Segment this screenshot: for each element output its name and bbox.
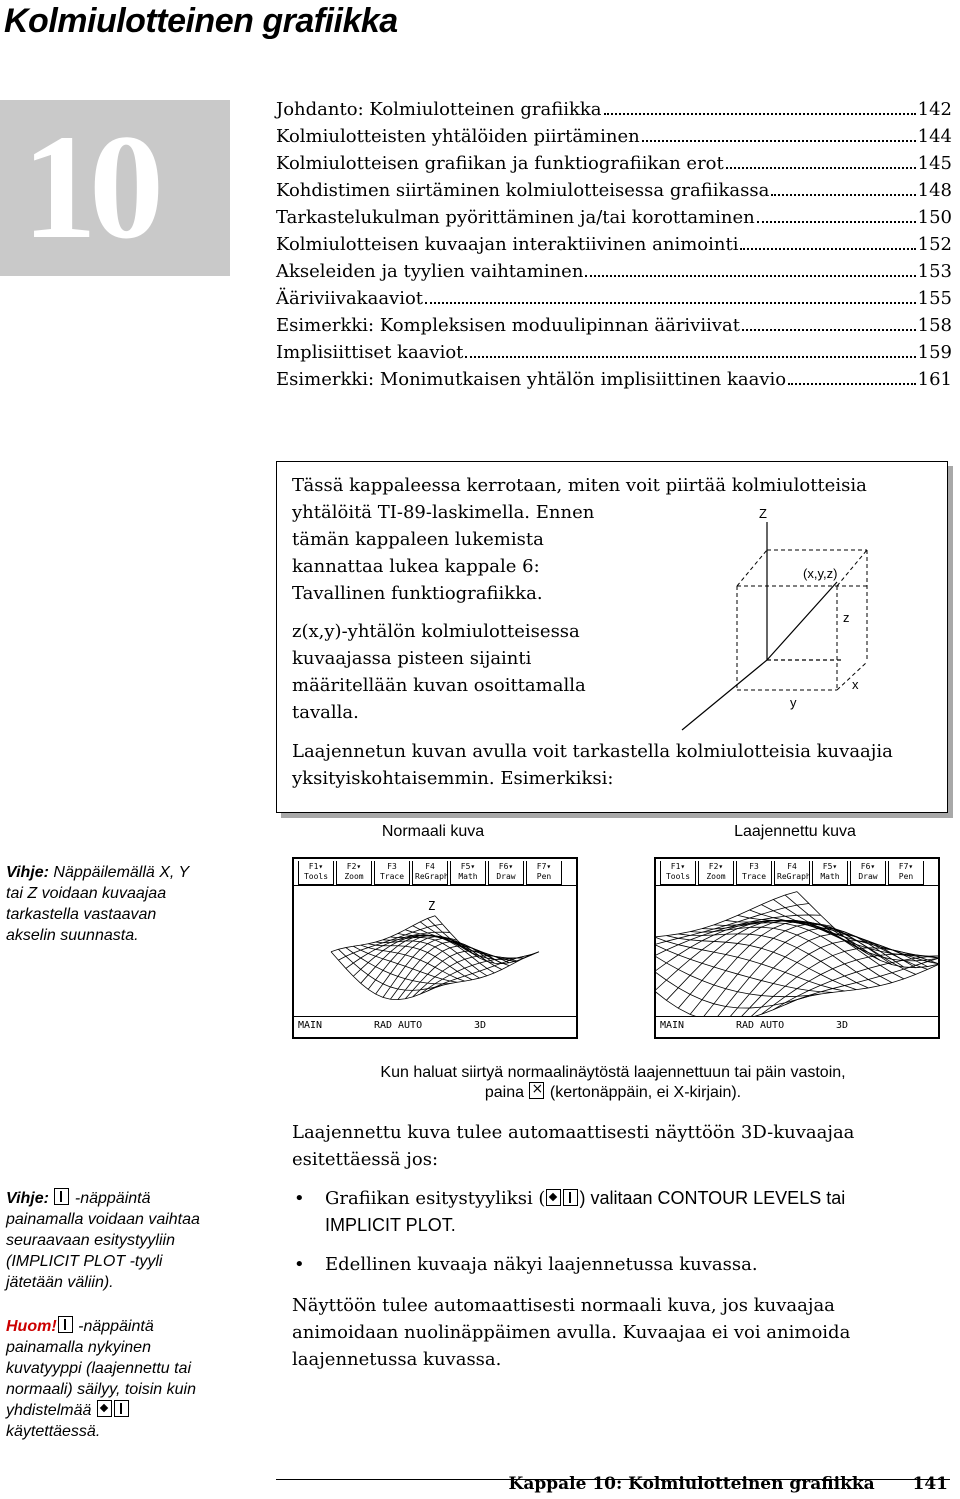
function-key: F5▾ Math (450, 861, 486, 885)
toc-leader-dots (757, 221, 916, 223)
toc-leader-dots (425, 302, 916, 304)
toc-entry[interactable] (276, 258, 952, 285)
screen-toolbar (656, 859, 938, 886)
huom-text: -näppäintä (78, 1318, 154, 1335)
tip-note-2 (6, 1188, 246, 1293)
x-label: x (852, 677, 859, 692)
toc-leader-dots (726, 167, 916, 169)
page-number: 141 (912, 1474, 948, 1494)
y-axis-line (682, 660, 767, 730)
tip-text: Näppäilemällä X, Y (53, 864, 190, 881)
toc-entry[interactable] (276, 96, 952, 123)
function-key: F3 Trace (736, 861, 772, 885)
toc-page-number: 161 (917, 369, 952, 390)
toc-entry-title: Kolmiulotteisten yhtälöiden piirtäminen (276, 126, 640, 147)
mesh-line (656, 915, 821, 969)
expanded-paragraph (292, 1119, 942, 1173)
toc-entry-title: Esimerkki: Monimutkaisen yhtälön implisiittinen kaavio (276, 369, 787, 390)
toc-page-number: 155 (917, 288, 952, 309)
huom-text: käytettäessä. (6, 1423, 101, 1440)
toc-page-number: 152 (917, 234, 952, 255)
coordinate-diagram (677, 502, 897, 732)
toggle-view-caption (300, 1063, 926, 1102)
table-of-contents (276, 96, 952, 393)
toc-page-number: 153 (917, 261, 952, 282)
intro-paragraph-2 (292, 618, 586, 726)
toc-leader-dots (642, 140, 916, 142)
caption-text: (kertonäppäin, ei X-kirjain). (549, 1084, 742, 1101)
footer-chapter: Kappale 10: Kolmiulotteinen grafiikka (508, 1474, 875, 1494)
tip-text: tarkastella vastaavan (6, 906, 157, 923)
bullet-text: Edellinen kuvaaja näkyi laajennetussa kuvassa. (325, 1254, 758, 1275)
toc-entry[interactable] (276, 366, 952, 393)
position-vector (767, 582, 837, 660)
toc-leader-dots (465, 356, 915, 358)
huom-label: Huom! (6, 1318, 57, 1335)
toc-entry[interactable] (276, 231, 952, 258)
toc-page-number: 145 (917, 153, 952, 174)
mesh-line (405, 951, 509, 999)
mesh-line (398, 946, 502, 1000)
toc-entry-title: Ääriviivakaaviot (276, 288, 424, 309)
toc-entry[interactable] (276, 123, 952, 150)
mesh-line (666, 936, 856, 990)
tip-text: jätetään väliin). (6, 1274, 114, 1291)
toc-entry[interactable] (276, 339, 952, 366)
status-item: 3D (473, 1020, 486, 1031)
toc-entry-title: Kolmiulotteisen kuvaajan interaktiivinen animointi (276, 234, 739, 255)
toc-leader-dots (788, 383, 916, 385)
mesh-line (773, 899, 938, 956)
intro-line: tämän kappaleen lukemista (292, 529, 544, 550)
times-key-icon (529, 1082, 544, 1099)
list-item (292, 1185, 952, 1239)
intro-line: Tässä kappaleessa kerrotaan, miten voit piirtää kolmiulotteisia (292, 475, 867, 496)
toc-leader-dots (604, 113, 916, 115)
toc-entry[interactable] (276, 204, 952, 231)
pipe-key-icon (114, 1400, 129, 1417)
intro-line: kannattaa lukea kappale 6: (292, 556, 540, 577)
function-key: F2▾ Zoom (336, 861, 372, 885)
function-key: F2▾ Zoom (698, 861, 734, 885)
pipe-key-icon (54, 1188, 69, 1205)
tip-label: Vihje: (6, 864, 49, 881)
z-axis-label: Z (759, 506, 767, 521)
caption-text: paina (484, 1084, 525, 1101)
function-key: F6▾ Draw (488, 861, 524, 885)
intro-line: kuvaajassa pisteen sijainti (292, 648, 532, 669)
function-key: F4 ReGraph (774, 861, 810, 885)
status-item: MAIN (298, 1020, 323, 1031)
toc-entry-title: Kohdistimen siirtäminen kolmiulotteisessa grafiikassa (276, 180, 770, 201)
page-footer (509, 1474, 948, 1494)
tip-text: painamalla voidaan vaihtaa (6, 1211, 200, 1228)
mesh-line (738, 941, 928, 1016)
bullet-text: Grafiikan esitystyyliksi ( (325, 1188, 546, 1209)
normal-view-caption: Normaali kuva (381, 823, 485, 840)
toc-entry[interactable] (276, 150, 952, 177)
toc-page-number: 142 (917, 99, 952, 120)
intro-line: Laajennetun kuvan avulla voit tarkastella kolmiulotteisia kuvaajia (292, 741, 893, 762)
huom-text: normaali) säilyy, toisin kuin (6, 1381, 196, 1398)
intro-box (276, 461, 948, 813)
tip-text: tai Z voidaan kuvaajaa (6, 885, 167, 902)
body-line: laajennetussa kuvassa. (292, 1349, 502, 1370)
caption-line: Kun haluat siirtyä normaalinäytöstä laajennettuun tai päin vastoin, (380, 1064, 846, 1081)
intro-line: tavalla. (292, 702, 359, 723)
intro-paragraph-3 (292, 738, 893, 792)
toc-entry-title: Johdanto: Kolmiulotteinen grafiikka (276, 99, 602, 120)
intro-line: z(x,y)-yhtälön kolmiulotteisessa (292, 621, 580, 642)
bullet-icon: • (294, 1188, 305, 1209)
toc-leader-dots (742, 329, 916, 331)
mesh-line (361, 935, 465, 983)
screen-status-bar (656, 1016, 938, 1035)
toc-entry-title: Akseleiden ja tyylien vaihtaminen (276, 261, 584, 282)
intro-line: määritellään kuvan osoittamalla (292, 675, 586, 696)
huom-text: kuvatyyppi (laajennettu tai (6, 1360, 191, 1377)
function-key: F1▾ Tools (660, 861, 696, 885)
diamond-key-icon (546, 1189, 561, 1206)
expanded-surface-plot (656, 886, 938, 1016)
screen-status-bar (294, 1016, 576, 1035)
tip-text: -näppäintä (74, 1190, 151, 1207)
y-label: y (790, 695, 797, 710)
body-line: Näyttöön tulee automaattisesti normaali kuva, jos kuvaajaa (292, 1295, 835, 1316)
status-item: RAD AUTO (373, 1020, 423, 1031)
bullet-icon: • (294, 1254, 305, 1275)
toc-leader-dots (740, 248, 915, 250)
intro-line: yksityiskohtaisemmin. Esimerkiksi: (292, 768, 614, 789)
body-line: esitettäessä jos: (292, 1149, 439, 1170)
tip-text: (IMPLICIT PLOT -tyyli (6, 1253, 163, 1270)
function-key: F1▾ Tools (298, 861, 334, 885)
function-key: F4 ReGraph (412, 861, 448, 885)
toc-entry[interactable] (276, 285, 952, 312)
toc-leader-dots (771, 194, 915, 196)
normal-surface-plot (294, 886, 576, 1016)
tip-note (6, 862, 246, 946)
page-title: Kolmiulotteinen grafiikka (4, 2, 398, 40)
toc-entry[interactable] (276, 177, 952, 204)
mesh-line (656, 921, 845, 991)
toc-leader-dots (585, 275, 915, 277)
condition-list (292, 1185, 952, 1278)
expanded-view-screen (654, 857, 940, 1039)
status-item: 3D (835, 1020, 848, 1031)
toc-entry-title: Tarkastelukulman pyörittäminen ja/tai korottaminen (276, 207, 755, 228)
z-label: z (843, 610, 850, 625)
tip-text: seuraavaan esitystyyliin (6, 1232, 175, 1249)
expanded-view-caption: Laajennettu kuva (734, 823, 856, 840)
toc-page-number: 148 (917, 180, 952, 201)
toc-page-number: 158 (917, 315, 952, 336)
toc-page-number: 159 (917, 342, 952, 363)
bullet-text: ) valitaan CONTOUR LEVELS tai (579, 1188, 846, 1208)
animation-paragraph (292, 1292, 942, 1373)
pipe-key-icon (563, 1189, 578, 1206)
normal-view-screen (292, 857, 578, 1039)
function-key: F7▾ Pen (526, 861, 562, 885)
bullet-text: IMPLICIT PLOT. (325, 1215, 456, 1235)
function-key: F3 Trace (374, 861, 410, 885)
function-key: F7▾ Pen (888, 861, 924, 885)
pipe-key-icon (58, 1316, 73, 1333)
toc-entry-title: Implisiittiset kaaviot (276, 342, 464, 363)
intro-line: yhtälöitä TI-89-laskimella. Ennen (292, 502, 595, 523)
tip-text: akselin suunnasta. (6, 927, 139, 944)
screen-toolbar (294, 859, 576, 886)
toc-page-number: 150 (917, 207, 952, 228)
chapter-number: 10 (22, 104, 156, 270)
toc-entry[interactable] (276, 312, 952, 339)
point-label: (x,y,z) (803, 566, 838, 581)
mesh-line (785, 895, 938, 961)
toc-entry-title: Esimerkki: Kompleksisen moduulipinnan ääriviivat (276, 315, 741, 336)
screen-z-label: Z (428, 899, 436, 913)
body-line: Laajennettu kuva tulee automaattisesti näyttöön 3D-kuvaajaa (292, 1122, 855, 1143)
toc-entry-title: Kolmiulotteisen grafiikan ja funktiografiikan erot (276, 153, 724, 174)
body-line: animoidaan nuolinäppäimen avulla. Kuvaajaa ei voi animoida (292, 1322, 851, 1343)
caption-line (300, 1082, 926, 1102)
intro-line: Tavallinen funktiografiikka. (292, 583, 543, 604)
huom-text: painamalla nykyinen (6, 1339, 151, 1356)
huom-note (6, 1316, 246, 1442)
huom-text: yhdistelmää (6, 1402, 92, 1419)
function-key: F5▾ Math (812, 861, 848, 885)
list-item (292, 1251, 952, 1278)
status-item: MAIN (660, 1020, 685, 1031)
status-item: RAD AUTO (735, 1020, 785, 1031)
tip-label: Vihje: (6, 1190, 49, 1207)
diamond-key-icon (97, 1400, 112, 1417)
toc-page-number: 144 (917, 126, 952, 147)
function-key: F6▾ Draw (850, 861, 886, 885)
